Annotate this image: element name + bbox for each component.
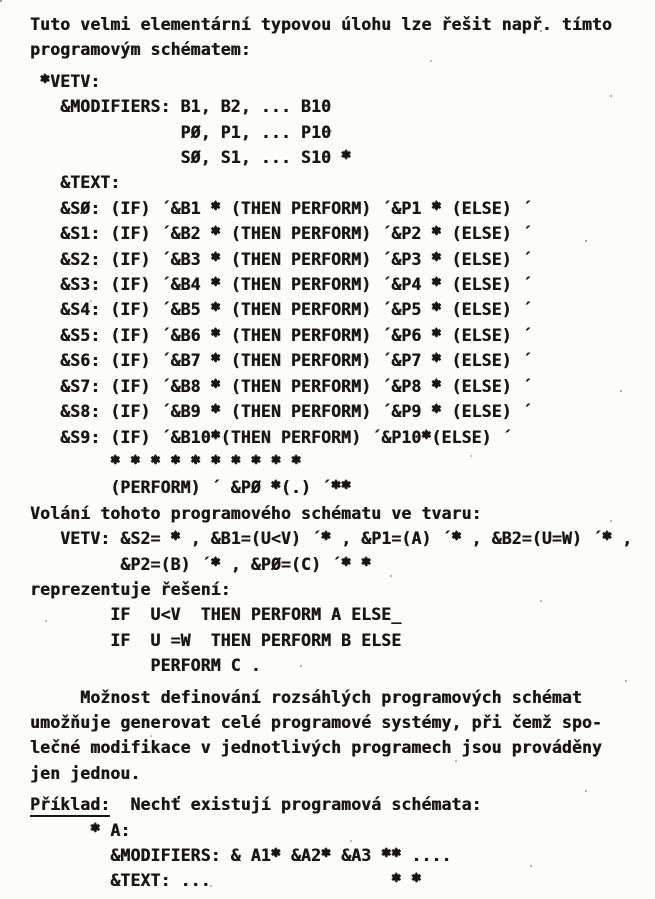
asterisk-mark: *: [291, 452, 302, 472]
text-line: &S2: (IF) ´&B3 * (THEN PERFORM) ´&P3 * (ELSE) ´: [30, 249, 532, 269]
text-line: * A:: [90, 820, 131, 840]
asterisk-mark: **: [331, 478, 352, 498]
asterisk-mark: *: [321, 846, 332, 865]
asterisk-mark: *: [110, 452, 121, 472]
asterisk-mark: *: [451, 529, 462, 549]
text-line: &S8: (IF) ´&B9 * (THEN PERFORM) ´&P9 * (ELSE) ´: [30, 402, 532, 422]
asterisk-mark: *: [210, 249, 221, 269]
text-line: reprezentuje řešení:: [30, 579, 231, 599]
asterisk-mark: *: [391, 871, 402, 891]
text-line: &MODIFIERS: B1, B2, ... B10: [30, 97, 332, 117]
asterisk-mark: *: [270, 846, 281, 865]
asterisk-mark: *: [210, 300, 221, 320]
asterisk-mark: *: [230, 452, 241, 472]
text-line: &MODIFIERS: & A1* &A2* &A3 ** ....: [30, 846, 452, 865]
text-line: umožňuje generovat celé programové systémy, při čemž spo-: [30, 712, 602, 732]
asterisk-mark: *: [341, 554, 352, 574]
text-line: &TEXT:: [30, 173, 121, 193]
asterisk-mark: *: [431, 402, 442, 422]
text-line: &S5: (IF) ´&B6 * (THEN PERFORM) ´&P6 * (ELSE) ´: [30, 325, 532, 345]
asterisk-mark: *: [431, 198, 442, 218]
asterisk-mark: *: [210, 402, 221, 422]
asterisk-mark: *: [431, 275, 442, 295]
text-line: &SØ: (IF) ´&B1 * (THEN PERFORM) ´&P1 * (ELSE) ´: [30, 198, 532, 218]
text-line: &S9: (IF) ´&B10*(THEN PERFORM) ´&P10*(ELSE) ´: [30, 427, 512, 447]
text-line: PØ, P1, ... P10: [30, 122, 332, 142]
asterisk-mark: *: [271, 452, 282, 472]
text-line: IF U<V THEN PERFORM A ELSE_: [30, 605, 402, 625]
asterisk-mark: *: [270, 478, 281, 498]
asterisk-mark: *: [431, 351, 442, 371]
asterisk-mark: *: [321, 529, 332, 549]
text-line: &S3: (IF) ´&B4 * (THEN PERFORM) ´&P4 * (ELSE) ´: [30, 275, 532, 295]
text-line: PERFORM C .: [30, 656, 261, 676]
text-line: &P2=(B) ´* , &PØ=(C) ´* *: [30, 554, 372, 574]
text-line: &S4: (IF) ´&B5 * (THEN PERFORM) ´&P5 * (ELSE) ´: [30, 300, 532, 320]
asterisk-mark: *: [40, 71, 51, 91]
asterisk-mark: *: [421, 427, 432, 447]
text-line: Tuto velmi elementární typovou úlohu lze řešit např. tímto: [30, 15, 612, 34]
asterisk-mark: *: [210, 452, 221, 472]
asterisk-mark: **: [381, 846, 402, 865]
asterisk-mark: *: [411, 871, 422, 891]
underlined-heading: Příklad:: [30, 795, 110, 817]
text-line: (PERFORM) ´ &PØ *(.) ´**: [30, 478, 352, 498]
asterisk-mark: *: [170, 529, 181, 549]
text-line: VETV: &S2= * , &B1=(U<V) ´* , &P1=(A) ´* , &B2=(U=W) ´* ,: [30, 529, 633, 549]
asterisk-mark: *: [210, 427, 221, 447]
asterisk-mark: *: [130, 452, 141, 472]
asterisk-mark: *: [150, 452, 161, 472]
asterisk-mark: *: [431, 224, 442, 244]
asterisk-mark: *: [602, 529, 613, 549]
asterisk-mark: *: [170, 452, 181, 472]
asterisk-mark: *: [210, 351, 221, 371]
text-line: &S7: (IF) ´&B8 * (THEN PERFORM) ´&P8 * (ELSE) ´: [30, 376, 532, 396]
asterisk-mark: *: [431, 249, 442, 269]
asterisk-mark: *: [431, 376, 442, 396]
asterisk-mark: *: [90, 820, 101, 840]
asterisk-mark: *: [210, 376, 221, 396]
asterisk-mark: *: [250, 452, 261, 472]
asterisk-mark: *: [361, 554, 372, 574]
asterisk-mark: *: [431, 325, 442, 345]
text-line: lečné modifikace v jednotlivých programech jsou prováděny: [30, 738, 602, 758]
text-line: &S1: (IF) ´&B2 * (THEN PERFORM) ´&P2 * (ELSE) ´: [30, 224, 532, 244]
text-line: Volání tohoto programového schématu ve tvaru:: [30, 503, 482, 523]
text-line: jen jednou.: [30, 763, 141, 783]
text-line: SØ, S1, ... S10 *: [30, 148, 352, 168]
asterisk-mark: *: [431, 300, 442, 320]
text-line: Příklad: Nechť existují programová schémata:: [30, 792, 655, 817]
asterisk-mark: *: [210, 325, 221, 345]
text-line: &TEXT: ... * *: [30, 871, 422, 891]
text-line: &S6: (IF) ´&B7 * (THEN PERFORM) ´&P7 * (ELSE) ´: [30, 351, 532, 371]
asterisk-mark: *: [210, 554, 221, 574]
asterisk-mark: *: [210, 224, 221, 244]
text-line: programovým schématem:: [30, 40, 251, 60]
text-line: *VETV:: [40, 71, 101, 91]
text-line: [30, 450, 655, 475]
text-line: IF U =W THEN PERFORM B ELSE: [30, 630, 402, 650]
asterisk-mark: *: [190, 452, 201, 472]
text-line: Možnost definování rozsáhlých programových schémat: [30, 687, 582, 707]
asterisk-mark: *: [210, 275, 221, 295]
asterisk-mark: *: [341, 148, 352, 168]
asterisk-mark: *: [210, 198, 221, 218]
